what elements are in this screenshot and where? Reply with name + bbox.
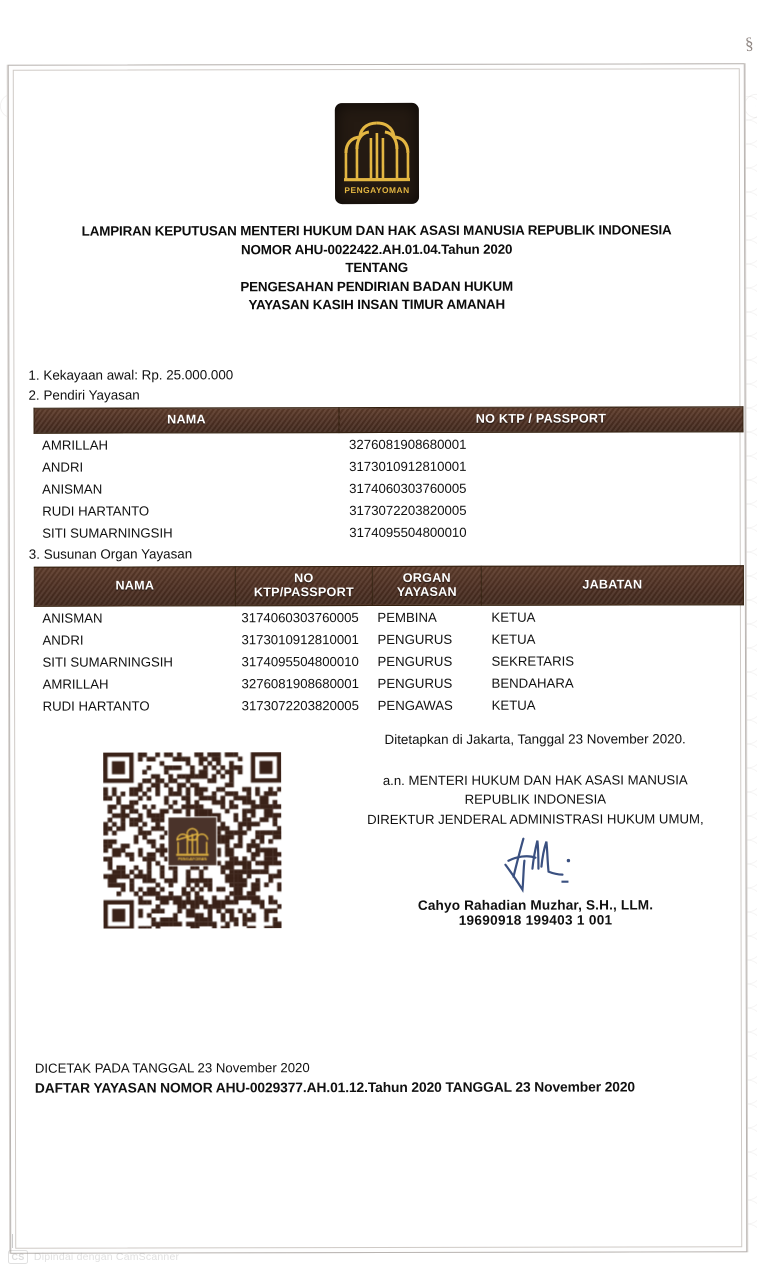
table-row	[34, 520, 743, 543]
founder-ktp: 3174060303760005	[349, 480, 467, 496]
ministry-emblem-container	[14, 102, 739, 205]
handwritten-signature	[325, 830, 745, 896]
table-row	[34, 431, 743, 455]
founder-ktp: 3173010912810001	[349, 458, 467, 474]
founder-nama: SITI SUMARNINGSIH	[42, 524, 173, 541]
organ-ktp: 3173010912810001	[241, 631, 359, 647]
signature-authority	[325, 770, 745, 829]
document-body	[24, 364, 730, 964]
organ-nama: ANISMAN	[42, 610, 103, 626]
table-row	[34, 627, 743, 650]
item-2-number: 2.	[28, 387, 40, 403]
organ-table-body	[34, 604, 743, 716]
founder-nama: ANISMAN	[42, 481, 103, 497]
heading-line-5: YAYASAN KASIH INSAN TIMUR AMANAH	[248, 297, 506, 313]
organ-jabatan: KETUA	[491, 631, 536, 647]
founders-table	[33, 406, 743, 543]
organ-header-organ-line2: YAYASAN	[396, 584, 457, 599]
founder-nama: RUDI HARTANTO	[42, 502, 150, 519]
document-heading	[14, 221, 739, 315]
founder-ktp: 3174095504800010	[349, 524, 467, 540]
organ-header-ktp	[235, 566, 372, 605]
footer-register-number: DAFTAR YAYASAN NOMOR AHU-0029377.AH.01.12.Tahun 2020 TANGGAL 23 November 2020	[34, 1079, 636, 1096]
footer-printed-date: DICETAK PADA TANGGAL 23 November 2020	[34, 1060, 310, 1076]
document-footer	[35, 1057, 635, 1098]
authority-line-1: a.n. MENTERI HUKUM DAN HAK ASASI MANUSIA	[382, 771, 688, 788]
qr-code-canvas	[103, 752, 281, 928]
organ-header-organ	[372, 566, 481, 605]
organ-table-head	[34, 565, 743, 605]
organ-jabatan: SEKRETARIS	[491, 653, 575, 669]
founder-nama: ANDRI	[42, 459, 84, 475]
item-3-text: Susunan Organ Yayasan	[43, 545, 193, 562]
item-3-number: 3.	[28, 546, 40, 562]
founders-header-nama: NAMA	[34, 408, 339, 433]
organ-header-row	[34, 565, 743, 605]
item-1-number: 1.	[28, 367, 40, 383]
scanned-sheet	[8, 63, 747, 1254]
table-row	[35, 693, 744, 716]
sheet-inner-border	[13, 68, 742, 1249]
table-row	[34, 454, 743, 477]
organ-nama: ANDRI	[42, 632, 84, 648]
founder-ktp: 3173072203820005	[349, 502, 467, 518]
qr-code	[103, 752, 281, 928]
item-kekayaan-awal	[24, 364, 729, 385]
signer-name: Cahyo Rahadian Muzhar, S.H., LLM.	[417, 897, 654, 913]
founders-table-body	[34, 431, 743, 543]
signature-block	[325, 731, 745, 928]
organ-header-ktp-line2: KTP/PASSPORT	[253, 585, 354, 600]
organ-organ: PEMBINA	[377, 609, 437, 625]
founders-header-row	[34, 407, 743, 433]
item-2-text: Pendiri Yayasan	[43, 387, 140, 403]
organ-ktp: 3174060303760005	[241, 609, 359, 625]
organ-organ: PENGURUS	[377, 675, 453, 691]
organ-jabatan: KETUA	[491, 609, 536, 625]
organ-header-organ-line1: ORGAN	[402, 570, 451, 585]
signer-nip: 19690918 199403 1 001	[458, 912, 613, 928]
founder-ktp: 3276081908680001	[349, 436, 467, 452]
camscanner-badge-icon: CS	[8, 1250, 28, 1264]
organ-organ: PENGAWAS	[377, 697, 453, 713]
corner-mark-glyph: §	[743, 33, 754, 54]
table-row	[34, 649, 743, 672]
organ-organ: PENGURUS	[377, 631, 453, 647]
founder-nama: AMRILLAH	[42, 437, 109, 453]
heading-line-1: LAMPIRAN KEPUTUSAN MENTERI HUKUM DAN HAK ASASI MANUSIA REPUBLIK INDONESIA	[81, 222, 672, 239]
scanner-tick-mark	[12, 1234, 13, 1248]
table-row	[34, 476, 743, 499]
founders-header-ktp: NO KTP / PASSPORT	[339, 407, 743, 432]
table-row	[35, 671, 744, 694]
organ-nama: RUDI HARTANTO	[42, 697, 150, 714]
authority-line-3: DIREKTUR JENDERAL ADMINISTRASI HUKUM UMUM,	[367, 810, 704, 827]
organ-ktp: 3276081908680001	[241, 675, 359, 691]
organ-nama: AMRILLAH	[42, 676, 109, 692]
founders-table-head	[34, 407, 743, 433]
organ-organ: PENGURUS	[377, 653, 453, 669]
authority-line-2: REPUBLIK INDONESIA	[464, 791, 607, 807]
camscanner-watermark	[8, 1250, 179, 1264]
signature-region	[25, 731, 730, 964]
organ-header-ktp-line1: NO	[294, 570, 314, 585]
organ-header-nama: NAMA	[34, 566, 235, 605]
heading-line-4: PENGESAHAN PENDIRIAN BADAN HUKUM	[240, 278, 514, 295]
item-susunan-organ	[25, 543, 730, 564]
camscanner-label: Dipindai dengan CamScanner	[33, 1251, 180, 1263]
pengayoman-emblem-icon	[334, 103, 418, 204]
organ-ktp: 3173072203820005	[241, 697, 359, 713]
organ-table	[34, 565, 744, 716]
item-1-text: Kekayaan awal: Rp. 25.000.000	[43, 367, 234, 383]
organ-ktp: 3174095504800010	[241, 653, 359, 669]
table-row	[34, 604, 743, 628]
svg-text:PENGAYOMAN: PENGAYOMAN	[343, 184, 410, 196]
item-pendiri-yayasan	[24, 384, 729, 405]
organ-jabatan: BENDAHARA	[491, 675, 574, 691]
organ-nama: SITI SUMARNINGSIH	[42, 653, 173, 670]
organ-header-jabatan: JABATAN	[481, 565, 743, 605]
heading-line-2: NOMOR AHU-0022422.AH.01.04.Tahun 2020	[240, 241, 513, 257]
organ-jabatan: KETUA	[491, 697, 536, 713]
heading-line-3: TENTANG	[345, 260, 409, 276]
table-row	[34, 498, 743, 521]
signature-place-date: Ditetapkan di Jakarta, Tanggal 23 November 2020.	[384, 730, 686, 747]
